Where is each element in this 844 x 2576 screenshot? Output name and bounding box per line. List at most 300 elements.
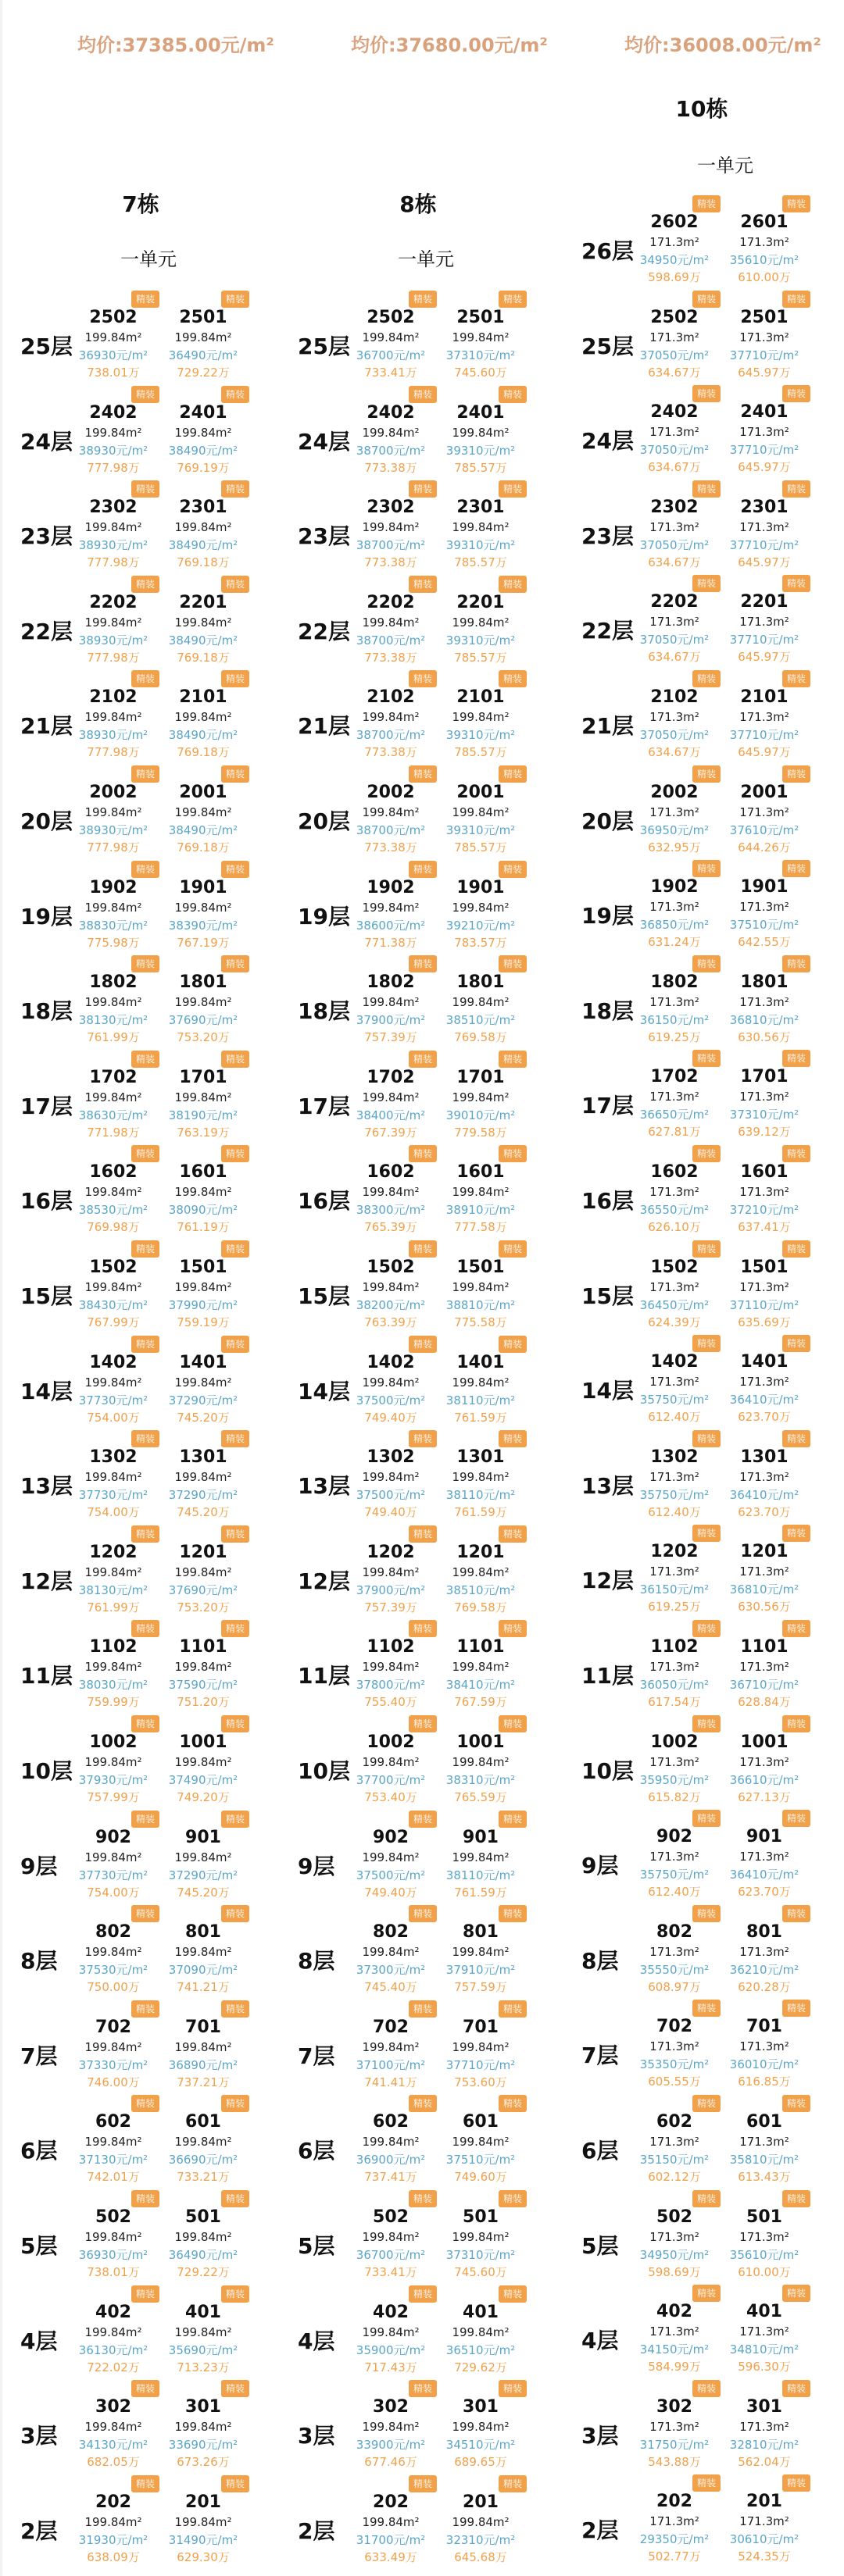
room-card[interactable] — [348, 480, 434, 574]
room-card[interactable] — [438, 2190, 524, 2284]
room-card[interactable] — [70, 291, 156, 384]
room-card[interactable] — [70, 1715, 156, 1809]
room-card[interactable] — [721, 1715, 807, 1809]
room-area: 199.84m² — [174, 425, 232, 440]
floor-row — [0, 2285, 281, 2381]
room-card[interactable] — [348, 670, 434, 764]
room-total-price: 733.41万 — [364, 366, 417, 380]
room-card[interactable] — [721, 1145, 807, 1239]
room-card[interactable] — [631, 860, 717, 954]
room-total-price: 605.55万 — [648, 2075, 701, 2089]
room-area: 199.84m² — [174, 2039, 232, 2054]
room-unit-price: 35950元/m² — [639, 1772, 710, 1787]
room-area: 199.84m² — [362, 2230, 420, 2244]
room-number: 2501 — [456, 308, 505, 327]
floor-label: 10层 — [20, 1758, 73, 1784]
room-card[interactable] — [348, 386, 434, 480]
room-card[interactable] — [631, 1335, 717, 1429]
room-card[interactable] — [438, 2380, 524, 2474]
floor-label: 25层 — [581, 333, 634, 359]
room-total-price: 608.97万 — [648, 1979, 701, 1994]
room-card[interactable] — [160, 480, 246, 574]
room-card[interactable] — [160, 386, 246, 480]
room-unit-price: 38300元/m² — [356, 1203, 426, 1218]
room-total-price: 634.67万 — [648, 555, 701, 569]
room-unit-price: 38090元/m² — [168, 1203, 238, 1218]
room-card[interactable] — [70, 765, 156, 859]
average-price-7: 均价:37385.00元/m² — [77, 34, 274, 56]
room-card[interactable] — [438, 1240, 524, 1334]
decoration-badge: 精装 — [499, 2000, 527, 2018]
room-area: 199.84m² — [452, 805, 510, 819]
room-total-price: 634.67万 — [648, 650, 701, 665]
room-unit-price: 38630元/m² — [78, 1108, 148, 1122]
floor-row — [277, 670, 559, 765]
decoration-badge: 精装 — [131, 291, 159, 308]
room-card[interactable] — [631, 1240, 717, 1334]
room-number: 1701 — [179, 1067, 227, 1087]
room-unit-price: 34950元/m² — [639, 2247, 710, 2262]
room-card[interactable] — [160, 861, 246, 954]
room-card[interactable] — [160, 1145, 246, 1239]
room-area: 171.3m² — [649, 425, 699, 440]
room-card[interactable] — [348, 2285, 434, 2379]
room-card[interactable] — [160, 2000, 246, 2094]
room-number: 1801 — [179, 972, 227, 993]
room-card[interactable] — [70, 2285, 156, 2379]
room-area: 199.84m² — [452, 615, 510, 630]
room-unit-price: 35150元/m² — [639, 2153, 710, 2167]
room-card[interactable] — [721, 860, 807, 954]
room-unit-price: 38930元/m² — [78, 728, 148, 743]
room-unit-price: 37610元/m² — [729, 822, 799, 837]
decoration-badge: 精装 — [782, 2000, 810, 2017]
room-card[interactable] — [631, 1810, 717, 1903]
average-price-8: 均价:37680.00元/m² — [351, 34, 548, 56]
room-card[interactable] — [631, 2474, 717, 2568]
room-total-price: 773.38万 — [364, 555, 417, 570]
room-card[interactable] — [438, 1811, 524, 1904]
room-card[interactable] — [160, 1811, 246, 1904]
room-total-price: 757.99万 — [87, 1790, 140, 1804]
room-number: 1302 — [650, 1447, 699, 1467]
floor-label: 4层 — [298, 2328, 335, 2354]
room-unit-price: 37210元/m² — [729, 1203, 799, 1217]
room-card[interactable] — [438, 1336, 524, 1429]
decoration-badge: 精装 — [409, 1240, 437, 1258]
room-card[interactable] — [438, 2475, 524, 2569]
decoration-badge: 精装 — [221, 861, 249, 878]
room-unit-price: 35900元/m² — [356, 2342, 426, 2357]
room-card[interactable] — [348, 1811, 434, 1904]
room-card[interactable] — [438, 1145, 524, 1239]
room-card[interactable] — [438, 2095, 524, 2189]
room-card[interactable] — [631, 1050, 717, 1144]
room-card[interactable] — [438, 576, 524, 669]
room-card[interactable] — [721, 1620, 807, 1714]
room-card[interactable] — [631, 1715, 717, 1809]
decoration-badge: 精装 — [131, 955, 159, 972]
decoration-badge: 精装 — [409, 2285, 437, 2303]
room-area: 171.3m² — [649, 900, 699, 915]
decoration-badge: 精装 — [131, 2095, 159, 2112]
room-card[interactable] — [160, 1430, 246, 1524]
room-unit-price: 37690元/m² — [168, 1582, 238, 1597]
room-number: 402 — [95, 2302, 131, 2322]
room-card[interactable] — [721, 480, 807, 574]
room-total-price: 543.88万 — [648, 2454, 701, 2469]
room-unit-price: 36810元/m² — [729, 1012, 799, 1027]
room-area: 199.84m² — [362, 2420, 420, 2435]
room-unit-price: 39310元/m² — [445, 823, 516, 837]
room-card[interactable] — [721, 2190, 807, 2284]
room-card[interactable] — [438, 670, 524, 764]
room-total-price: 627.13万 — [738, 1789, 791, 1804]
room-card[interactable] — [160, 2190, 246, 2284]
room-total-price: 639.12万 — [738, 1125, 791, 1140]
room-number: 2101 — [740, 687, 789, 707]
room-unit-price: 37930元/m² — [78, 1773, 148, 1787]
room-card[interactable] — [721, 1050, 807, 1144]
room-card[interactable] — [348, 1051, 434, 1144]
room-total-price: 689.65万 — [454, 2455, 507, 2470]
room-card[interactable] — [721, 1525, 807, 1618]
room-card[interactable] — [70, 1145, 156, 1239]
decoration-badge: 精装 — [409, 1905, 437, 1922]
room-card[interactable] — [438, 1905, 524, 1999]
room-card[interactable] — [438, 955, 524, 1049]
room-card[interactable] — [631, 2095, 717, 2189]
room-card[interactable] — [631, 575, 717, 669]
room-card[interactable] — [70, 1811, 156, 1904]
room-card[interactable] — [160, 1905, 246, 1999]
floor-label: 14层 — [298, 1378, 350, 1404]
room-card[interactable] — [631, 765, 717, 859]
room-area: 199.84m² — [452, 900, 510, 915]
room-card[interactable] — [348, 2475, 434, 2569]
room-card[interactable] — [721, 1430, 807, 1524]
room-area: 199.84m² — [452, 1375, 510, 1390]
room-card[interactable] — [631, 1525, 717, 1618]
decoration-badge: 精装 — [782, 955, 810, 972]
room-total-price: 745.20万 — [177, 1505, 230, 1520]
room-area: 199.84m² — [362, 2039, 420, 2054]
floor-row — [277, 2095, 559, 2190]
room-card[interactable] — [631, 1145, 717, 1239]
room-card[interactable] — [631, 1430, 717, 1524]
unit-title: 一单元 — [120, 248, 177, 270]
room-total-price: 626.10万 — [648, 1220, 701, 1234]
room-card[interactable] — [70, 1051, 156, 1144]
room-card[interactable] — [160, 2475, 246, 2569]
room-card[interactable] — [721, 385, 807, 479]
room-card[interactable] — [721, 670, 807, 764]
room-total-price: 769.18万 — [177, 650, 230, 665]
room-total-price: 761.19万 — [177, 1220, 230, 1235]
room-total-price: 642.55万 — [738, 935, 791, 950]
room-card[interactable] — [438, 480, 524, 574]
room-card[interactable] — [721, 291, 807, 384]
room-card[interactable] — [348, 955, 434, 1049]
room-number: 1601 — [740, 1162, 789, 1182]
decoration-badge: 精装 — [131, 861, 159, 878]
room-card[interactable] — [70, 2000, 156, 2094]
room-number: 701 — [463, 2017, 499, 2037]
room-card[interactable] — [721, 955, 807, 1049]
room-card[interactable] — [438, 1051, 524, 1144]
room-card[interactable] — [160, 1051, 246, 1144]
room-card[interactable] — [438, 1620, 524, 1714]
room-number: 401 — [185, 2302, 221, 2322]
floor-label: 24层 — [581, 428, 634, 455]
room-card[interactable] — [160, 2285, 246, 2379]
room-number: 2601 — [740, 212, 789, 232]
room-number: 2402 — [89, 402, 138, 423]
room-card[interactable] — [348, 1145, 434, 1239]
decoration-badge: 精装 — [409, 1336, 437, 1353]
room-total-price: 745.20万 — [177, 1885, 230, 1900]
room-total-price: 757.39万 — [364, 1030, 417, 1045]
room-number: 1302 — [89, 1447, 138, 1468]
room-card[interactable] — [721, 2474, 807, 2568]
room-card[interactable] — [160, 576, 246, 669]
room-card[interactable] — [160, 1336, 246, 1429]
room-card[interactable] — [631, 2000, 717, 2093]
room-unit-price: 36130元/m² — [78, 2342, 148, 2357]
room-card[interactable] — [721, 1335, 807, 1429]
room-area: 171.3m² — [649, 2039, 699, 2054]
room-card[interactable] — [348, 1905, 434, 1999]
room-number: 202 — [95, 2492, 131, 2512]
decoration-badge: 精装 — [692, 955, 721, 972]
room-card[interactable] — [438, 386, 524, 480]
room-card[interactable] — [70, 861, 156, 954]
room-unit-price: 37800元/m² — [356, 1678, 426, 1693]
room-number: 1502 — [650, 1257, 699, 1277]
room-area: 199.84m² — [174, 1565, 232, 1579]
room-card[interactable] — [348, 291, 434, 384]
room-card[interactable] — [70, 1525, 156, 1619]
room-card[interactable] — [438, 765, 524, 859]
room-total-price: 645.97万 — [738, 460, 791, 475]
room-card[interactable] — [70, 480, 156, 574]
decoration-badge: 精装 — [131, 1145, 159, 1162]
room-number: 301 — [746, 2396, 782, 2417]
room-card[interactable] — [438, 1525, 524, 1619]
room-card[interactable] — [160, 2380, 246, 2474]
decoration-badge: 精装 — [692, 1335, 721, 1352]
room-card[interactable] — [160, 291, 246, 384]
room-card[interactable] — [70, 2380, 156, 2474]
decoration-badge: 精装 — [221, 2380, 249, 2397]
room-card[interactable] — [348, 1336, 434, 1429]
room-area: 199.84m² — [174, 1090, 232, 1104]
room-number: 901 — [746, 1827, 782, 1847]
room-card[interactable] — [160, 670, 246, 764]
floor-row — [561, 860, 842, 955]
decoration-badge: 精装 — [221, 1145, 249, 1162]
decoration-badge: 精装 — [221, 291, 249, 308]
floor-row — [0, 2475, 281, 2571]
room-number: 702 — [656, 2017, 692, 2037]
room-card[interactable] — [160, 1525, 246, 1619]
floor-label: 20层 — [20, 808, 73, 834]
room-card[interactable] — [631, 385, 717, 479]
decoration-badge: 精装 — [499, 1051, 527, 1068]
room-card[interactable] — [348, 2095, 434, 2189]
room-number: 1001 — [740, 1732, 789, 1752]
room-card[interactable] — [721, 2095, 807, 2189]
room-unit-price: 37590元/m² — [168, 1678, 238, 1693]
room-total-price: 619.25万 — [648, 1029, 701, 1044]
room-unit-price: 38410元/m² — [445, 1678, 516, 1693]
room-card[interactable] — [438, 1715, 524, 1809]
room-unit-price: 38310元/m² — [445, 1773, 516, 1787]
decoration-badge: 精装 — [409, 1430, 437, 1447]
room-card[interactable] — [70, 1240, 156, 1334]
room-card[interactable] — [348, 1620, 434, 1714]
room-area: 171.3m² — [649, 2324, 699, 2339]
floor-row — [0, 1620, 281, 1715]
room-total-price: 645.97万 — [738, 365, 791, 380]
room-card[interactable] — [348, 2000, 434, 2094]
room-card[interactable] — [160, 1715, 246, 1809]
room-card[interactable] — [721, 1240, 807, 1334]
room-total-price: 746.00万 — [87, 2075, 140, 2089]
room-card[interactable] — [438, 291, 524, 384]
room-total-price: 630.56万 — [738, 1029, 791, 1044]
room-area: 199.84m² — [174, 1375, 232, 1390]
room-card[interactable] — [70, 955, 156, 1049]
room-card[interactable] — [631, 2190, 717, 2284]
room-card[interactable] — [70, 576, 156, 669]
room-area: 199.84m² — [174, 1185, 232, 1200]
room-card[interactable] — [631, 480, 717, 574]
room-card[interactable] — [438, 1430, 524, 1524]
room-unit-price: 37090元/m² — [168, 1963, 238, 1978]
room-unit-price: 30610元/m² — [729, 2532, 799, 2547]
room-card[interactable] — [721, 2000, 807, 2093]
room-card[interactable] — [438, 2000, 524, 2094]
room-card[interactable] — [721, 1810, 807, 1903]
room-card[interactable] — [348, 1240, 434, 1334]
room-card[interactable] — [631, 670, 717, 764]
floor-label: 10层 — [581, 1757, 634, 1784]
room-card[interactable] — [348, 1525, 434, 1619]
room-card[interactable] — [438, 861, 524, 954]
room-card[interactable] — [631, 1620, 717, 1714]
room-card[interactable] — [70, 1336, 156, 1429]
room-card[interactable] — [70, 1905, 156, 1999]
room-unit-price: 35610元/m² — [729, 253, 799, 267]
room-number: 2602 — [650, 212, 699, 232]
room-card[interactable] — [160, 765, 246, 859]
room-card[interactable] — [631, 2380, 717, 2474]
room-area: 199.84m² — [362, 1850, 420, 1864]
room-area: 199.84m² — [452, 425, 510, 440]
floor-label: 24层 — [20, 428, 73, 455]
room-card[interactable] — [721, 2285, 807, 2378]
room-total-price: 635.69万 — [738, 1315, 791, 1329]
room-card[interactable] — [348, 2380, 434, 2474]
room-card[interactable] — [70, 2475, 156, 2569]
decoration-badge: 精装 — [499, 1240, 527, 1258]
room-area: 199.84m² — [174, 2324, 232, 2339]
room-card[interactable] — [160, 1240, 246, 1334]
room-card[interactable] — [348, 576, 434, 669]
room-card[interactable] — [631, 291, 717, 384]
decoration-badge: 精装 — [692, 1145, 721, 1162]
room-card[interactable] — [721, 765, 807, 859]
room-unit-price: 31700元/m² — [356, 2532, 426, 2547]
room-unit-price: 38390元/m² — [168, 918, 238, 933]
room-card[interactable] — [348, 1715, 434, 1809]
room-number: 801 — [185, 1922, 221, 1943]
room-number: 2502 — [650, 307, 699, 327]
room-card[interactable] — [438, 2285, 524, 2379]
room-card[interactable] — [631, 955, 717, 1049]
floor-row — [561, 1715, 842, 1811]
room-card[interactable] — [70, 386, 156, 480]
room-card[interactable] — [721, 195, 807, 289]
decoration-badge: 精装 — [782, 860, 810, 877]
room-number: 2102 — [650, 687, 699, 707]
room-card[interactable] — [721, 2380, 807, 2474]
floor-row — [277, 2190, 559, 2285]
room-number: 1602 — [650, 1162, 699, 1182]
room-unit-price: 36450元/m² — [639, 1297, 710, 1312]
room-card[interactable] — [631, 2285, 717, 2378]
room-area: 199.84m² — [452, 2039, 510, 2054]
room-unit-price: 38510元/m² — [445, 1013, 516, 1028]
decoration-badge: 精装 — [692, 2000, 721, 2017]
room-total-price: 749.40万 — [364, 1505, 417, 1520]
floor-label: 2层 — [298, 2517, 335, 2544]
room-unit-price: 37290元/m² — [168, 1393, 238, 1408]
room-card[interactable] — [721, 575, 807, 669]
room-card[interactable] — [70, 1430, 156, 1524]
room-unit-price: 36810元/m² — [729, 1582, 799, 1597]
room-card[interactable] — [70, 670, 156, 764]
room-card[interactable] — [70, 1620, 156, 1714]
room-card[interactable] — [631, 195, 717, 289]
room-card[interactable] — [70, 2095, 156, 2189]
room-area: 199.84m² — [452, 330, 510, 344]
decoration-badge: 精装 — [131, 2285, 159, 2303]
room-card[interactable] — [348, 1430, 434, 1524]
room-number: 502 — [656, 2207, 692, 2227]
decoration-badge: 精装 — [782, 1905, 810, 1922]
room-area: 199.84m² — [362, 615, 420, 630]
room-number: 1402 — [89, 1352, 138, 1372]
room-total-price: 729.22万 — [177, 366, 230, 380]
room-total-price: 769.18万 — [177, 745, 230, 760]
decoration-badge: 精装 — [409, 670, 437, 687]
room-card[interactable] — [721, 1905, 807, 1999]
room-card[interactable] — [70, 2190, 156, 2284]
room-card[interactable] — [348, 2190, 434, 2284]
room-card[interactable] — [348, 765, 434, 859]
room-number: 1202 — [650, 1542, 699, 1562]
room-card[interactable] — [160, 1620, 246, 1714]
room-card[interactable] — [631, 1905, 717, 1999]
room-card[interactable] — [160, 2095, 246, 2189]
room-card[interactable] — [160, 955, 246, 1049]
room-number: 2201 — [740, 592, 789, 612]
room-card[interactable] — [348, 861, 434, 954]
room-number: 1602 — [367, 1162, 415, 1183]
room-area: 171.3m² — [649, 1754, 699, 1769]
